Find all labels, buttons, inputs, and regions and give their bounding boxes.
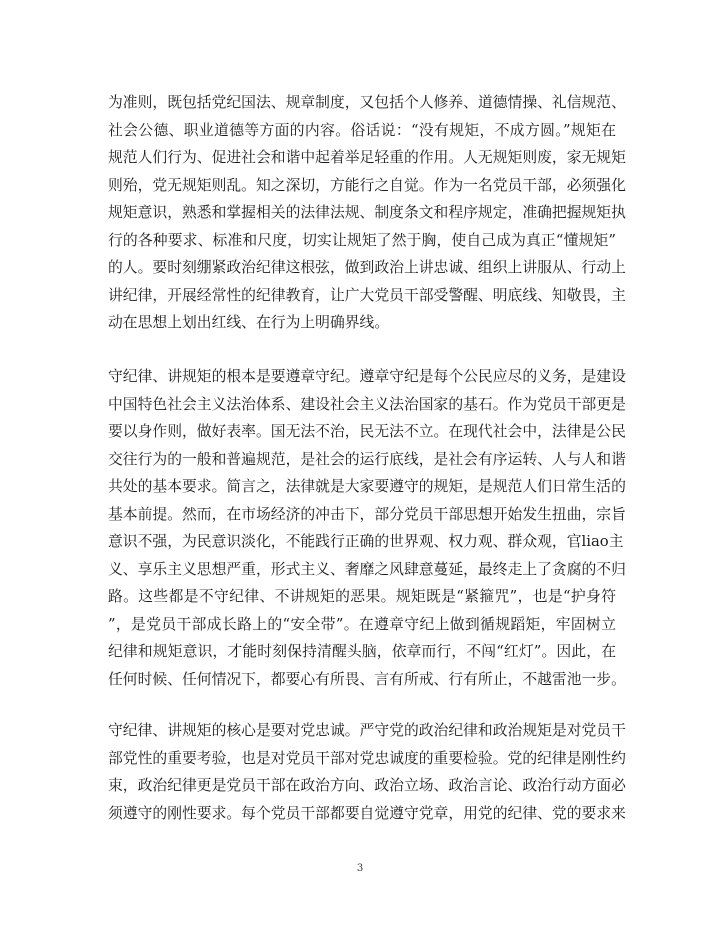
text-line: 共处的基本要求。简言之，法律就是大家要遵守的规矩，是规范人们日常生活的 — [108, 478, 626, 495]
text-line: 规矩意识，熟悉和掌握相关的法律法规、制度条文和程序规定，准确把握规矩执 — [108, 204, 626, 221]
text-line: 行的各种要求、标准和尺度，切实让规矩了然于胸，使自己成为真正“懂规矩” — [108, 231, 616, 249]
text-line: 束，政治纪律更是党员干部在政治方向、政治立场、政治言论、政治行动方面必 — [108, 777, 626, 794]
text-line: 规范人们行为、促进社会和谐中起着举足轻重的作用。人无规矩则废，家无规矩 — [108, 149, 626, 166]
paragraph-1 — [108, 89, 626, 337]
text-line: 要以身作则，做好表率。国无法不治，民无法不立。在现代社会中，法律是公民 — [108, 423, 626, 440]
text-line: 部党性的重要考验，也是对党员干部对党忠诚度的重要检验。党的纪律是刚性约 — [108, 749, 626, 767]
text-line: 意识不强，为民意识淡化，不能践行正确的世界观、权力观、群众观，官liao主 — [108, 533, 624, 550]
text-line: 讲纪律，开展经常性的纪律教育，让广大党员干部受警醒、明底线、知敬畏，主 — [108, 286, 626, 304]
text-line: 交往行为的一般和普遍规范，是社会的运行底线，是社会有序运转、人与人和谐 — [108, 450, 626, 468]
paragraph-2 — [108, 363, 626, 693]
text-line: 须遵守的刚性要求。每个党员干部都要自觉遵守党章，用党的纪律、党的要求来 — [108, 804, 626, 822]
text-line: 社会公德、职业道德等方面的内容。俗话说：“没有规矩，不成方圆。”规矩在 — [108, 121, 616, 139]
paragraph-3 — [108, 717, 626, 827]
text-line: 动在思想上划出红线、在行为上明确界线。 — [108, 314, 390, 331]
text-line: 为准则，既包括党纪国法、规章制度，又包括个人修养、道德情操、礼信规范、 — [108, 94, 626, 111]
text-line: 守纪律、讲规矩的核心是要对党忠诚。严守党的政治纪律和政治规矩是对党员干 — [108, 722, 626, 739]
text-line: ”，是党员干部成长路上的“安全带”。在遵章守纪上做到循规蹈矩，牢固树立 — [108, 615, 616, 633]
text-line: 的人。要时刻绷紧政治纪律这根弦，做到政治上讲忠诚、组织上讲服从、行动上 — [108, 259, 626, 276]
text-line: 中国特色社会主义法治体系、建设社会主义法治国家的基石。作为党员干部更是 — [108, 395, 626, 413]
text-line: 则殆，党无规矩则乱。知之深切，方能行之自觉。作为一名党员干部，必须强化 — [108, 176, 626, 194]
text-line: 纪律和规矩意识，才能时刻保持清醒头脑，依章而行，不闯“红灯”。因此，在 — [108, 643, 616, 660]
page-number: 3 — [356, 863, 364, 874]
text-line: 路。这些都是不守纪律、不讲规矩的恶果。规矩既是“紧箍咒”，也是“护身符 — [108, 588, 616, 605]
text-line: 基本前提。然而，在市场经济的冲击下，部分党员干部思想开始发生扭曲，宗旨 — [108, 505, 626, 523]
text-line: 守纪律、讲规矩的根本是要遵章守纪。遵章守纪是每个公民应尽的义务，是建设 — [108, 368, 626, 385]
text-line: 义、享乐主义思想严重，形式主义、奢靡之风肆意蔓延，最终走上了贪腐的不归 — [108, 560, 626, 578]
text-line: 任何时候、任何情况下，都要心有所畏、言有所戒、行有所止，不越雷池一步。 — [108, 670, 626, 688]
